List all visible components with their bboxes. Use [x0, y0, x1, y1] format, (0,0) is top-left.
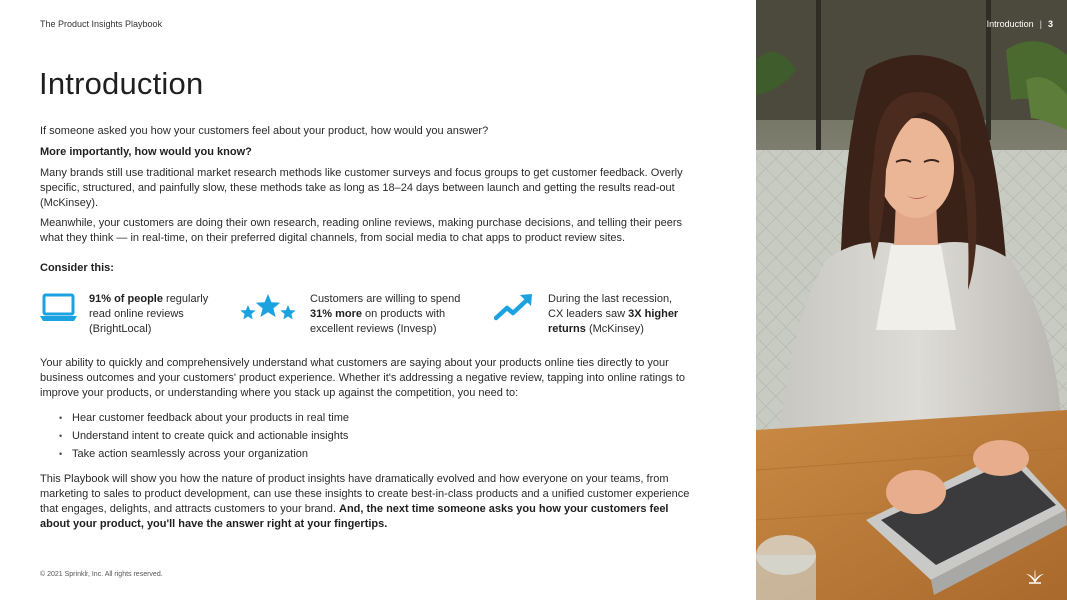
consider-label: Consider this:: [40, 262, 114, 274]
stat-text: During the last recession, CX leaders saw 3X higher returns (McKinsey): [548, 293, 679, 335]
list-item: • Understand intent to create quick and actionable insights: [72, 429, 349, 447]
copyright: © 2021 Sprinklr, Inc. All rights reserved.: [40, 571, 163, 578]
intro-paragraph-2: Meanwhile, your customers are doing their own research, reading online reviews, making purchase decisions, and telling their peers what they think — in real-time, on their preferred digital channels, from social media to chat apps to product review sites.: [40, 217, 683, 244]
nav-separator: |: [1039, 19, 1042, 29]
running-title: The Product Insights Playbook: [40, 19, 163, 29]
stars-icon: [239, 292, 297, 322]
page-number: 3: [1047, 19, 1053, 29]
stat-reviews-reading: [40, 292, 214, 337]
closing-paragraph: This Playbook will show you how the nature of product insights have dramatically evolved and how everyone on your teams, from marketing to sales to product development, can use these insights to create best-in-class products and a unified customer experience that engages, delights, and attracts customers to your brand. And, the next time someone asks you how your customers feel about your product, you'll have the answer right at your fingertips.: [40, 473, 690, 530]
section-nav: [987, 19, 1053, 29]
stat-text: 91% of people regularly read online reviews (BrightLocal): [89, 293, 209, 335]
trend-up-icon: [494, 292, 534, 322]
stat-recession-returns: [494, 292, 688, 337]
paragraph-3: Your ability to quickly and comprehensively understand what customers are saying about your products online ties directly to your business outcomes and your customers' product experience. Whether it's addressing a negative review, tapping into online ratings to improve your products, or understanding where you stack up against the competition, you need to:: [40, 357, 686, 399]
intro-paragraph-1: Many brands still use traditional market research methods like customer surveys and focus groups to get customer feedback. Overly specific, structured, and painfully slow, these methods take as long as 18–24 days between launch and getting the results read-out (McKinsey).: [40, 167, 683, 209]
intro-bold-question: More importantly, how would you know?: [40, 146, 252, 158]
section-name: Introduction: [986, 19, 1034, 29]
stat-text: Customers are willing to spend 31% more on products with excellent reviews (Invesp): [310, 293, 461, 335]
laptop-icon: [40, 292, 77, 322]
action-list: [72, 411, 349, 465]
page-title: Introduction: [39, 66, 204, 101]
photo-illustration: [756, 0, 1067, 600]
hero-photo: [756, 0, 1067, 600]
sprinklr-logo-icon: [1025, 568, 1045, 584]
list-item: • Take action seamlessly across your organization: [72, 447, 349, 465]
list-item: • Hear customer feedback about your products in real time: [72, 411, 349, 429]
intro-question: If someone asked you how your customers feel about your product, how would you answer?: [40, 125, 489, 137]
stat-spend-more: [239, 292, 475, 337]
